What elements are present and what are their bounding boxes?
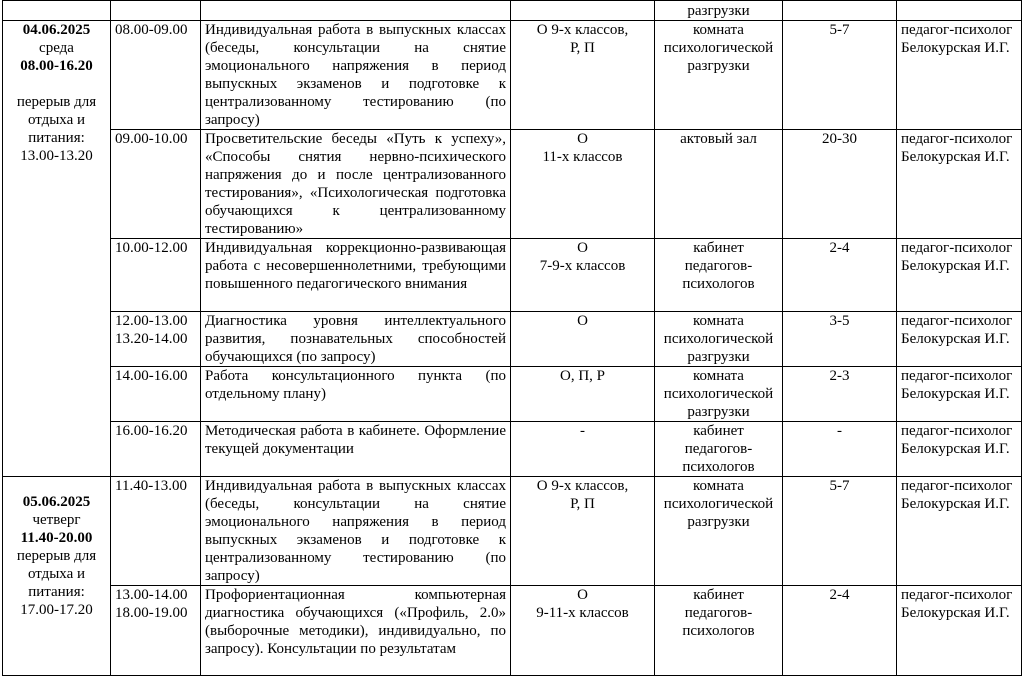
place-line: психологов [682, 623, 755, 639]
activity-cell: Индивидуальная работа в выпускных классах (беседы, консультации на снятие эмоционального напряжения в период выпускных экзаменов и подготовке к централизованному тестированию (по запросу) [201, 477, 511, 586]
responsible-line: педагог-психолог [901, 368, 1013, 384]
participants-line: О [577, 587, 588, 603]
day-cell [3, 21, 111, 477]
activity-cell: Методическая работа в кабинете. Оформление текущей документации [201, 422, 511, 477]
activity-cell: Индивидуальная коррекционно-развивающая работа с несовершеннолетними, требующими повышенного педагогического внимания [201, 239, 511, 312]
day-weekday: среда [39, 40, 74, 56]
break-line: перерыв для [16, 548, 97, 564]
place-line: актовый зал [680, 131, 757, 147]
participants-cell [511, 21, 655, 130]
count-cell: 5-7 [783, 21, 897, 130]
place-line: педагогов- [684, 441, 753, 457]
participants-line: О [577, 313, 588, 329]
table-row [3, 477, 1022, 586]
empty-cell [897, 1, 1022, 21]
participants-cell [511, 477, 655, 586]
activity-cell: Работа консультационного пункта (по отдельному плану) [201, 367, 511, 422]
count-cell: 2-3 [783, 367, 897, 422]
time-cell [111, 367, 201, 422]
responsible-line: Белокурская И.Г. [901, 149, 1010, 165]
participants-cell [511, 239, 655, 312]
time-line: 12.00-13.00 [115, 313, 188, 329]
break-line: перерыв для [16, 94, 97, 110]
responsible-cell [897, 422, 1022, 477]
break-line: питания: [28, 130, 85, 146]
empty-cell [3, 1, 111, 21]
place-line: психологов [682, 276, 755, 292]
responsible-line: педагог-психолог [901, 423, 1013, 439]
responsible-line: педагог-психолог [901, 240, 1013, 256]
break-line: 13.00-13.20 [20, 148, 93, 164]
responsible-line: Белокурская И.Г. [901, 605, 1010, 621]
activity-cell: Диагностика уровня интеллектуального развития, познавательных способностей обучающихся (по запросу) [201, 312, 511, 367]
time-line: 10.00-12.00 [115, 240, 188, 256]
empty-cell [111, 1, 201, 21]
time-cell [111, 21, 201, 130]
table-row [3, 130, 1022, 239]
time-line: 09.00-10.00 [115, 131, 188, 147]
responsible-line: Белокурская И.Г. [901, 441, 1010, 457]
place-line: психологов [682, 459, 755, 475]
responsible-line: Белокурская И.Г. [901, 40, 1010, 56]
time-line: 14.00-16.00 [115, 368, 188, 384]
activity-cell: Профориентационная компьютерная диагностика обучающихся («Профиль, 2.0» (выборочные методики), индивидуально, по запросу). Консультации по результатам [201, 586, 511, 676]
time-cell [111, 586, 201, 676]
place-line: кабинет [693, 240, 744, 256]
participants-line: - [580, 423, 585, 439]
break-line: отдыха и [27, 566, 86, 582]
top-partial-row [3, 1, 1022, 21]
place-line: разгрузки [687, 514, 750, 530]
activity-cell: Индивидуальная работа в выпускных классах (беседы, консультации на снятие эмоционального напряжения в период выпускных экзаменов и подготовке к централизованному тестированию (по запросу) [201, 21, 511, 130]
participants-cell [511, 586, 655, 676]
empty-cell [201, 1, 511, 21]
responsible-cell [897, 21, 1022, 130]
place-cell [655, 130, 783, 239]
time-line: 08.00-09.00 [115, 22, 188, 38]
time-line: 18.00-19.00 [115, 605, 188, 621]
participants-line: О [577, 131, 588, 147]
place-cell [655, 586, 783, 676]
participants-cell [511, 130, 655, 239]
place-line: психологической [663, 496, 774, 512]
break-line: 17.00-17.20 [20, 602, 93, 618]
place-line: разгрузки [687, 58, 750, 74]
responsible-cell [897, 367, 1022, 422]
empty-cell [511, 1, 655, 21]
participants-line: Р, П [570, 496, 595, 512]
responsible-line: Белокурская И.Г. [901, 496, 1010, 512]
break-line: питания: [28, 584, 85, 600]
day-date: 04.06.2025 [22, 22, 91, 38]
day-hours: 11.40-20.00 [20, 530, 93, 546]
table-row [3, 422, 1022, 477]
place-cell [655, 422, 783, 477]
participants-cell [511, 312, 655, 367]
place-line: психологической [663, 40, 774, 56]
place-line: комната [693, 368, 744, 384]
place-cell [655, 367, 783, 422]
time-cell [111, 422, 201, 477]
count-cell: - [783, 422, 897, 477]
responsible-line: педагог-психолог [901, 313, 1013, 329]
table-row [3, 586, 1022, 676]
count-cell: 20-30 [783, 130, 897, 239]
table-row [3, 312, 1022, 367]
time-cell [111, 477, 201, 586]
responsible-line: Белокурская И.Г. [901, 386, 1010, 402]
place-line: педагогов- [684, 605, 753, 621]
break-line: отдыха и [27, 112, 86, 128]
time-line: 11.40-13.00 [115, 478, 187, 494]
participants-line: О 9-х классов, [536, 22, 629, 38]
day-hours: 08.00-16.20 [20, 58, 93, 74]
place-line: кабинет [693, 423, 744, 439]
responsible-line: педагог-психолог [901, 478, 1013, 494]
participants-line: О [577, 240, 588, 256]
time-cell [111, 130, 201, 239]
responsible-line: Белокурская И.Г. [901, 258, 1010, 274]
responsible-cell [897, 477, 1022, 586]
place-cell: разгрузки [655, 1, 783, 21]
time-cell [111, 239, 201, 312]
time-line: 13.20-14.00 [115, 331, 188, 347]
responsible-line: педагог-психолог [901, 587, 1013, 603]
place-line: психологической [663, 331, 774, 347]
count-cell: 2-4 [783, 586, 897, 676]
place-cell [655, 312, 783, 367]
place-line: психологической [663, 386, 774, 402]
responsible-cell [897, 586, 1022, 676]
place-cell [655, 21, 783, 130]
table-row [3, 239, 1022, 312]
day-cell [3, 477, 111, 676]
participants-cell [511, 367, 655, 422]
place-line: комната [693, 478, 744, 494]
participants-line: 11-х классов [542, 149, 623, 165]
empty-cell [783, 1, 897, 21]
spacer [7, 75, 106, 93]
count-cell: 5-7 [783, 477, 897, 586]
place-line: разгрузки [687, 404, 750, 420]
time-line: 13.00-14.00 [115, 587, 188, 603]
place-line: комната [693, 22, 744, 38]
place-cell [655, 477, 783, 586]
count-cell: 3-5 [783, 312, 897, 367]
place-cell [655, 239, 783, 312]
responsible-line: педагог-психолог [901, 22, 1013, 38]
participants-line: Р, П [570, 40, 595, 56]
participants-cell [511, 422, 655, 477]
participants-line: 9-11-х классов [536, 605, 629, 621]
place-line: разгрузки [687, 349, 750, 365]
table-row [3, 21, 1022, 130]
responsible-cell [897, 312, 1022, 367]
schedule-table [2, 0, 1022, 676]
day-date: 05.06.2025 [22, 494, 91, 510]
table-row [3, 367, 1022, 422]
responsible-cell [897, 239, 1022, 312]
time-cell [111, 312, 201, 367]
place-line: комната [693, 313, 744, 329]
place-line: кабинет [693, 587, 744, 603]
participants-line: 7-9-х классов [539, 258, 626, 274]
responsible-line: Белокурская И.Г. [901, 331, 1010, 347]
responsible-cell [897, 130, 1022, 239]
count-cell: 2-4 [783, 239, 897, 312]
activity-cell: Просветительские беседы «Путь к успеху», «Способы снятия нервно-психического напряжения до и после централизованного тестирования», «Психологическая подготовка обучающихся к централизованному тестированию» [201, 130, 511, 239]
day-weekday: четверг [32, 512, 81, 528]
time-line: 16.00-16.20 [115, 423, 188, 439]
participants-line: О, П, Р [559, 368, 605, 384]
place-line: педагогов- [684, 258, 753, 274]
participants-line: О 9-х классов, [536, 478, 629, 494]
responsible-line: педагог-психолог [901, 131, 1013, 147]
